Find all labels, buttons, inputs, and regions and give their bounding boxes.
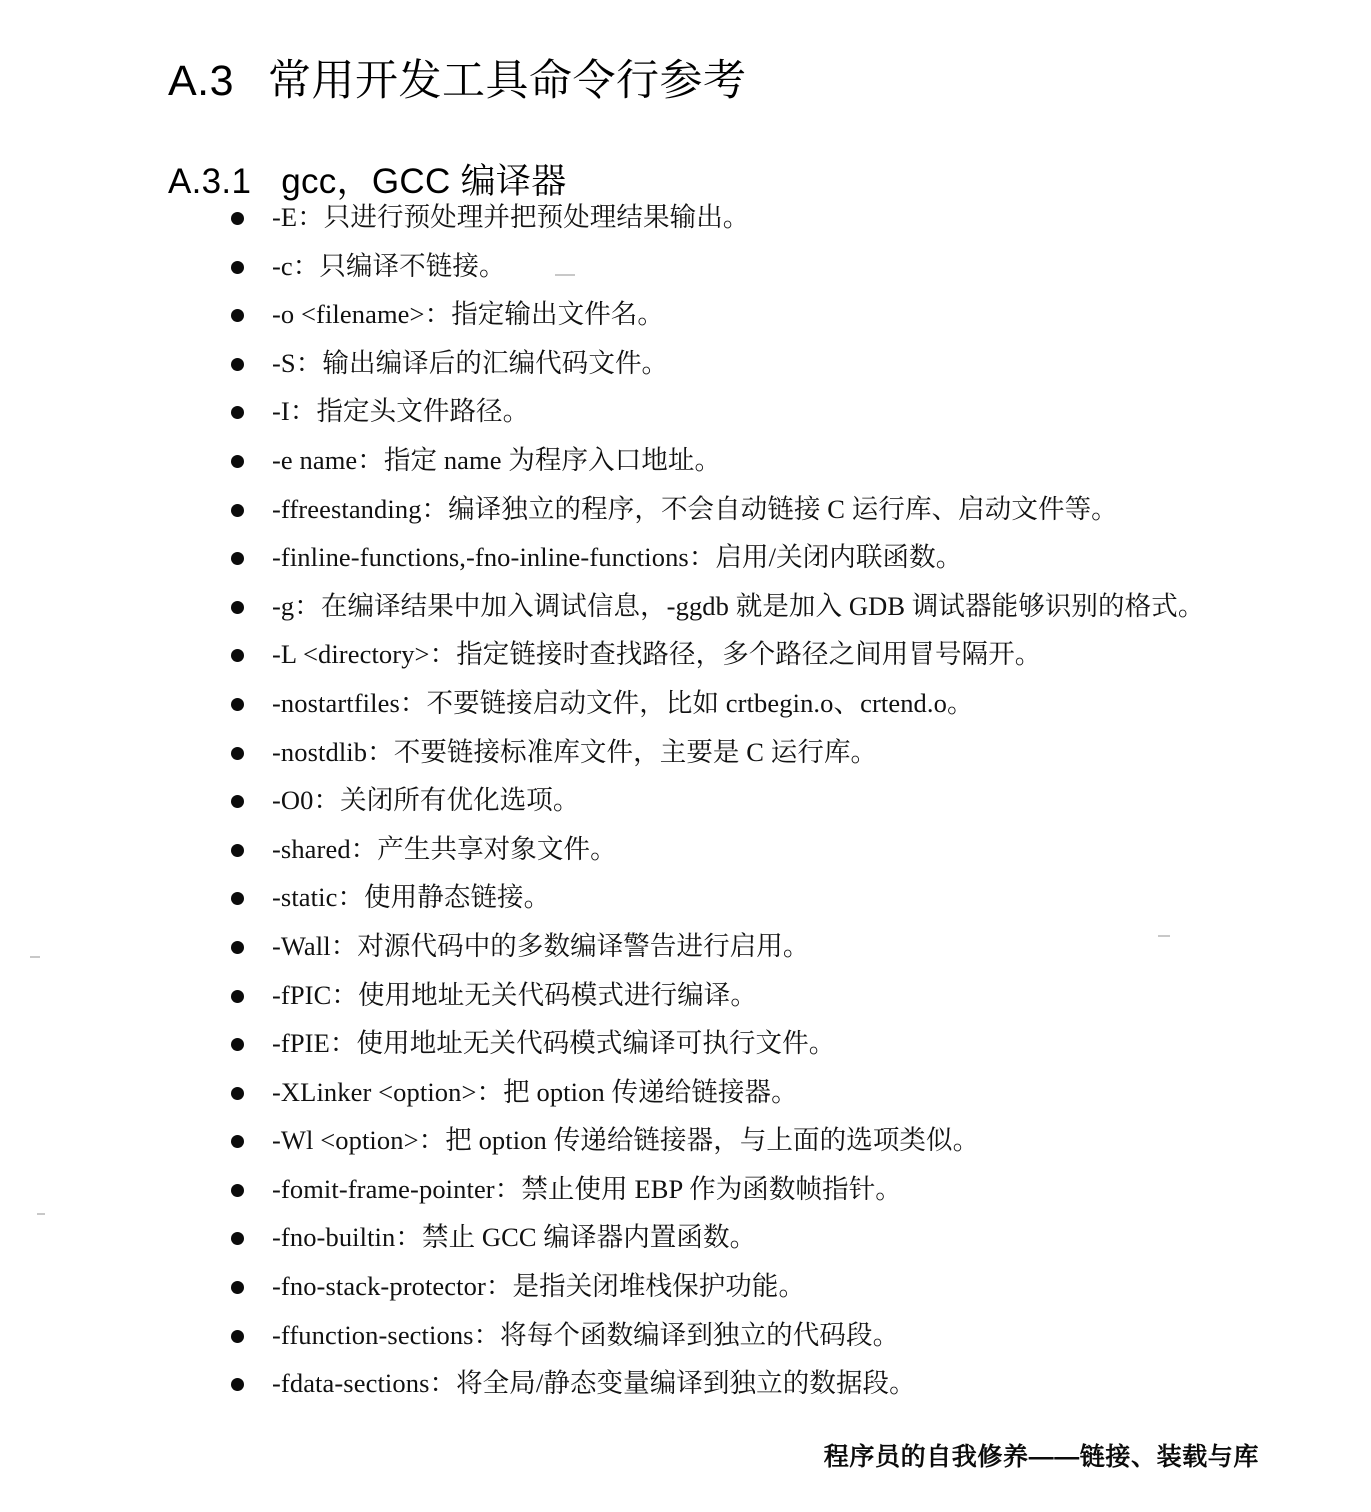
list-item-text: -nostartfiles：不要链接启动文件，比如 crtbegin.o、crtend.o。 bbox=[272, 687, 974, 718]
list-item-text: -fPIE：使用地址无关代码模式编译可执行文件。 bbox=[272, 1028, 836, 1059]
list-item bbox=[0, 1068, 1371, 1117]
list-item-text: -E：只进行预处理并把预处理结果输出。 bbox=[272, 202, 750, 232]
list-item-text: -Wall：对源代码中的多数编译警告进行启用。 bbox=[272, 930, 810, 961]
bullet-icon bbox=[231, 455, 244, 468]
list-item bbox=[0, 339, 1371, 388]
list-item-text: -static：使用静态链接。 bbox=[272, 882, 551, 913]
section-number: A.3 bbox=[168, 56, 235, 105]
list-item-text: -finline-functions,-fno-inline-functions：启用/关闭内联函数。 bbox=[272, 542, 963, 573]
list-item-text: -XLinker <option>：把 option 传递给链接器。 bbox=[272, 1076, 798, 1107]
bullet-icon bbox=[231, 212, 244, 225]
scan-artifact bbox=[30, 956, 40, 958]
bullet-icon bbox=[231, 358, 244, 371]
bullet-icon bbox=[231, 1378, 244, 1391]
bullet-icon bbox=[231, 601, 244, 614]
scan-artifact bbox=[555, 274, 575, 276]
list-item bbox=[0, 436, 1371, 485]
bullet-icon bbox=[231, 261, 244, 274]
subsection-number: A.3.1 bbox=[168, 162, 252, 202]
bullet-icon bbox=[231, 1232, 244, 1245]
list-item bbox=[0, 630, 1371, 679]
bullet-icon bbox=[231, 1038, 244, 1051]
list-item-text: -ffreestanding：编译独立的程序，不会自动链接 C 运行库、启动文件等。 bbox=[272, 493, 1118, 524]
list-item bbox=[0, 1359, 1371, 1408]
list-item-text: -S：输出编译后的汇编代码文件。 bbox=[272, 347, 669, 378]
section-heading bbox=[168, 47, 747, 108]
scan-artifact bbox=[1158, 935, 1170, 937]
list-item bbox=[0, 1262, 1371, 1311]
list-item bbox=[0, 922, 1371, 971]
list-item bbox=[0, 193, 1371, 242]
bullet-icon bbox=[231, 1184, 244, 1197]
bullet-icon bbox=[231, 1087, 244, 1100]
bullet-icon bbox=[231, 990, 244, 1003]
list-item bbox=[0, 825, 1371, 874]
list-item bbox=[0, 582, 1371, 631]
list-item-text: -g：在编译结果中加入调试信息，-ggdb 就是加入 GDB 调试器能够识别的格式。 bbox=[272, 590, 1205, 621]
bullet-icon bbox=[231, 552, 244, 565]
list-item-text: -Wl <option>：把 option 传递给链接器，与上面的选项类似。 bbox=[272, 1125, 980, 1156]
bullet-icon bbox=[231, 844, 244, 857]
list-item-text: -fno-builtin：禁止 GCC 编译器内置函数。 bbox=[272, 1222, 757, 1253]
scan-artifact bbox=[37, 1213, 45, 1215]
bullet-icon bbox=[231, 504, 244, 517]
list-item-text: -L <directory>：指定链接时查找路径，多个路径之间用冒号隔开。 bbox=[272, 639, 1042, 670]
bullet-icon bbox=[231, 941, 244, 954]
list-item bbox=[0, 1116, 1371, 1165]
list-item bbox=[0, 1019, 1371, 1068]
section-title: 常用开发工具命令行参考 bbox=[268, 56, 747, 105]
list-item bbox=[0, 1165, 1371, 1214]
list-item-text: -e name：指定 name 为程序入口地址。 bbox=[272, 444, 722, 475]
list-item bbox=[0, 242, 1371, 291]
bullet-icon bbox=[231, 892, 244, 905]
bullet-icon bbox=[231, 1281, 244, 1294]
list-item bbox=[0, 485, 1371, 534]
list-item bbox=[0, 873, 1371, 922]
bullet-icon bbox=[231, 795, 244, 808]
list-item bbox=[0, 971, 1371, 1020]
list-item-text: -O0：关闭所有优化选项。 bbox=[272, 785, 580, 816]
list-item bbox=[0, 1213, 1371, 1262]
gcc-option-list bbox=[0, 193, 1371, 1408]
bullet-icon bbox=[231, 1135, 244, 1148]
list-item bbox=[0, 533, 1371, 582]
bullet-icon bbox=[231, 1330, 244, 1343]
list-item-text: -I：指定头文件路径。 bbox=[272, 396, 530, 427]
list-item bbox=[0, 1311, 1371, 1360]
list-item-text: -fno-stack-protector：是指关闭堆栈保护功能。 bbox=[272, 1271, 806, 1302]
list-item bbox=[0, 290, 1371, 339]
list-item-text: -fomit-frame-pointer：禁止使用 EBP 作为函数帧指针。 bbox=[272, 1173, 902, 1204]
bullet-icon bbox=[231, 649, 244, 662]
bullet-icon bbox=[231, 406, 244, 419]
list-item-text: -nostdlib：不要链接标准库文件，主要是 C 运行库。 bbox=[272, 736, 878, 767]
subsection-title: gcc，GCC 编译器 bbox=[281, 162, 567, 202]
bullet-icon bbox=[231, 309, 244, 322]
list-item-text: -shared：产生共享对象文件。 bbox=[272, 833, 617, 864]
list-item-text: -o <filename>：指定输出文件名。 bbox=[272, 299, 664, 330]
list-item-text: -fdata-sections：将全局/静态变量编译到独立的数据段。 bbox=[272, 1368, 916, 1399]
list-item bbox=[0, 387, 1371, 436]
list-item bbox=[0, 776, 1371, 825]
list-item-text: -ffunction-sections：将每个函数编译到独立的代码段。 bbox=[272, 1319, 900, 1350]
list-item bbox=[0, 728, 1371, 777]
bullet-icon bbox=[231, 747, 244, 760]
page-footer: 程序员的自我修养——链接、装载与库 bbox=[823, 1443, 1259, 1471]
list-item-text: -c：只编译不链接。 bbox=[272, 250, 506, 281]
list-item bbox=[0, 679, 1371, 728]
bullet-icon bbox=[231, 698, 244, 711]
list-item-text: -fPIC：使用地址无关代码模式进行编译。 bbox=[272, 979, 757, 1010]
